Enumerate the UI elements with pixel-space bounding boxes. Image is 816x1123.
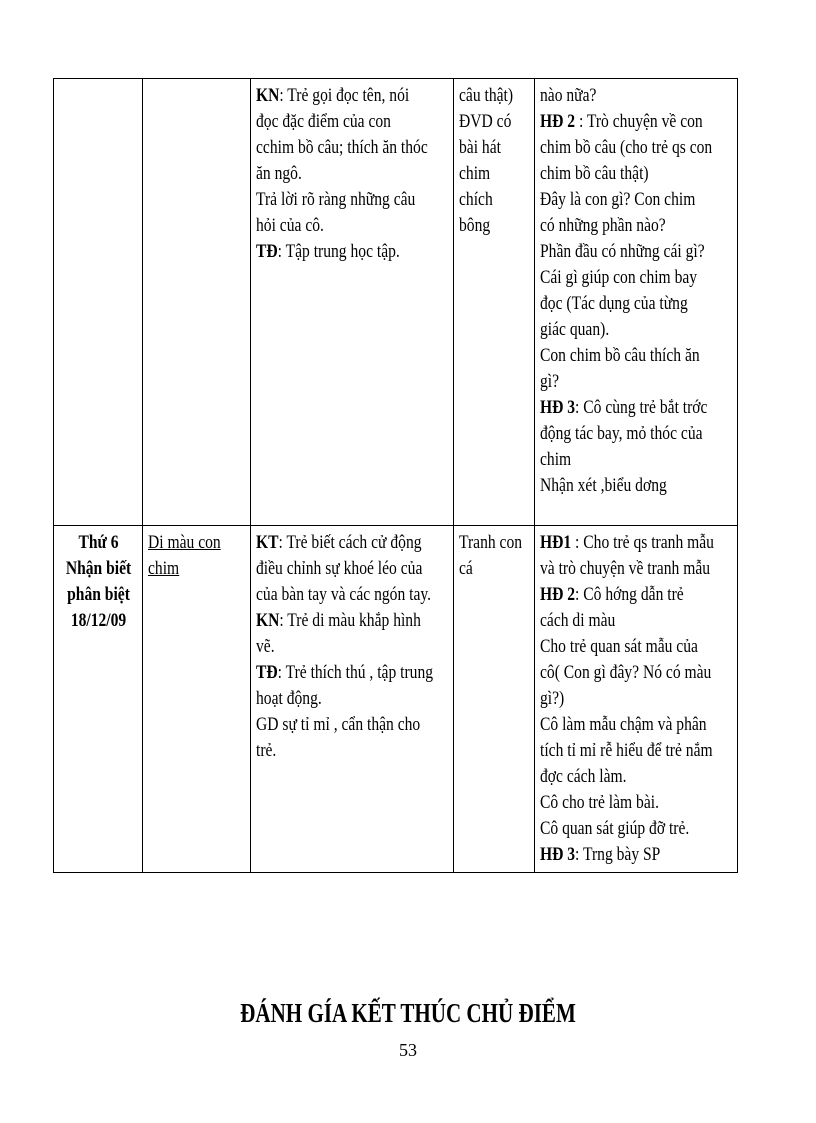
text-line [540, 634, 733, 660]
line-text: đợc cách làm. [540, 766, 627, 787]
line-text: : Trò chuyện về con [575, 111, 703, 132]
text-line: Tranh con [459, 532, 523, 553]
line-text: chim [540, 449, 572, 470]
text-line [256, 109, 449, 135]
materials-cell [454, 526, 535, 873]
text-line: chích [459, 189, 493, 210]
activity-cell [143, 79, 251, 526]
text-line [540, 265, 733, 291]
text-line: ĐVD có [459, 111, 512, 132]
text-line: cá [459, 558, 473, 579]
process-cell [535, 526, 738, 873]
line-text: gì?) [540, 688, 565, 709]
line-label: HĐ 3 [540, 397, 576, 418]
text-line [540, 712, 733, 738]
text-line [256, 712, 449, 738]
line-label: KN [256, 610, 280, 631]
line-text: GD sự tỉ mỉ , cẩn thận cho [256, 714, 421, 735]
text-line [540, 369, 733, 395]
line-text: chim bồ câu thật) [540, 163, 649, 184]
text-line [540, 608, 733, 634]
text-line [540, 447, 733, 473]
table-row [54, 526, 738, 873]
text-line [256, 660, 449, 686]
line-text: : Cô cùng trẻ bắt trớc [575, 397, 708, 418]
line-text: hỏi của cô. [256, 215, 324, 236]
text-line [540, 790, 733, 816]
text-line [256, 135, 449, 161]
text-line [540, 239, 733, 265]
text-line [540, 291, 733, 317]
text-line [540, 213, 733, 239]
line-text: : Trẻ thích thú , tập trung [277, 662, 434, 683]
line-text: hoạt động. [256, 688, 322, 709]
day-cell [54, 526, 143, 873]
line-text: chim bồ câu (cho trẻ qs con [540, 137, 713, 158]
line-text: cô( Con gì đây? Nó có màu [540, 662, 712, 683]
line-text: Cô cho trẻ làm bài. [540, 792, 659, 813]
text-line [540, 109, 733, 135]
text-line [540, 343, 733, 369]
lesson-plan-table [53, 78, 738, 873]
line-text: : Trẻ gọi đọc tên, nói [279, 85, 410, 106]
text-line [540, 530, 733, 556]
goals-cell [251, 79, 454, 526]
section-title: ĐÁNH GÍA KẾT THÚC CHỦ ĐIỂM [240, 998, 576, 1028]
text-line: chim [459, 163, 491, 184]
line-text: giác quan). [540, 319, 610, 340]
text-line [540, 421, 733, 447]
line-text: nào nữa? [540, 85, 597, 106]
line-text: Trả lời rõ ràng những câu [256, 189, 416, 210]
text-line: 18/12/09 [70, 610, 127, 631]
line-text: : Cô hớng dẫn trẻ [575, 584, 684, 605]
line-label: TĐ [256, 662, 278, 683]
text-line [540, 161, 733, 187]
text-line [256, 608, 449, 634]
text-line [540, 660, 733, 686]
line-text: Đây là con gì? Con chim [540, 189, 696, 210]
line-text: : Trng bày SP [575, 844, 661, 865]
line-text: Nhận xét ,biểu dơng [540, 475, 667, 496]
line-text: : Tập trung học tập. [277, 241, 400, 262]
line-text: Cô làm mẫu chậm và phân [540, 714, 707, 735]
text-line [256, 239, 449, 265]
line-text: cchim bồ câu; thích ăn thóc [256, 137, 428, 158]
line-text: Cái gì giúp con chim bay [540, 267, 698, 288]
line-text: có những phần nào? [540, 215, 666, 236]
text-line [256, 738, 449, 764]
text-line [256, 83, 449, 109]
text-line [540, 83, 733, 109]
line-text: Phần đầu có những cái gì? [540, 241, 705, 262]
line-text: và trò chuyện về tranh mẫu [540, 558, 711, 579]
line-label: KN [256, 85, 280, 106]
text-line [540, 135, 733, 161]
materials-cell [454, 79, 535, 526]
day-cell [54, 79, 143, 526]
goals-cell [251, 526, 454, 873]
line-text: : Cho trẻ qs tranh mẫu [571, 532, 714, 553]
line-text: ăn ngô. [256, 163, 302, 184]
line-text: của bàn tay và các ngón tay. [256, 584, 432, 605]
process-cell [535, 79, 738, 526]
line-text: Cô quan sát giúp đỡ trẻ. [540, 818, 690, 839]
line-text: điều chỉnh sự khoé léo của [256, 558, 423, 579]
activity-cell [143, 526, 251, 873]
line-text: đọc (Tác dụng của từng [540, 293, 688, 314]
text-line [256, 686, 449, 712]
text-line [256, 161, 449, 187]
text-line [256, 556, 449, 582]
text-line: câu thật) [459, 85, 514, 106]
line-label: HĐ 2 [540, 111, 576, 132]
table-row [54, 79, 738, 526]
line-label: TĐ [256, 241, 278, 262]
text-line: bài hát [459, 137, 501, 158]
text-line [540, 764, 733, 790]
line-text: trẻ. [256, 740, 277, 761]
text-line [540, 187, 733, 213]
text-line: phân biệt [67, 584, 130, 605]
page-number: 53 [399, 1040, 417, 1060]
line-text: đọc đặc điểm của con [256, 111, 391, 132]
text-line [256, 187, 449, 213]
line-text: cách di màu [540, 610, 616, 631]
text-line [540, 738, 733, 764]
line-text: : Trẻ di màu khắp hình [279, 610, 421, 631]
text-line [256, 582, 449, 608]
text-line [540, 473, 733, 499]
text-line: Nhận biết [65, 558, 132, 579]
line-text: : Trẻ biết cách cử động [278, 532, 422, 553]
text-line [256, 213, 449, 239]
text-line [540, 842, 733, 868]
line-text: gì? [540, 371, 560, 392]
line-text: vẽ. [256, 636, 275, 657]
text-line [256, 530, 449, 556]
text-line [540, 686, 733, 712]
line-text: động tác bay, mỏ thóc của [540, 423, 703, 444]
line-text: tích tỉ mỉ rễ hiểu để trẻ nắm [540, 740, 713, 761]
line-label: HĐ1 [540, 532, 572, 553]
text-line [540, 317, 733, 343]
line-label: HĐ 3 [540, 844, 576, 865]
text-line [540, 582, 733, 608]
line-text: Con chim bồ câu thích ăn [540, 345, 700, 366]
text-line [256, 634, 449, 660]
text-line: Di màu con [148, 532, 221, 553]
text-line: Thứ 6 [78, 532, 119, 553]
line-label: HĐ 2 [540, 584, 576, 605]
text-line [540, 556, 733, 582]
text-line [540, 395, 733, 421]
text-line [540, 816, 733, 842]
text-line: bông [459, 215, 491, 236]
line-text: Cho trẻ quan sát mẫu của [540, 636, 698, 657]
line-label: KT [256, 532, 279, 553]
text-line: chim [148, 558, 180, 579]
